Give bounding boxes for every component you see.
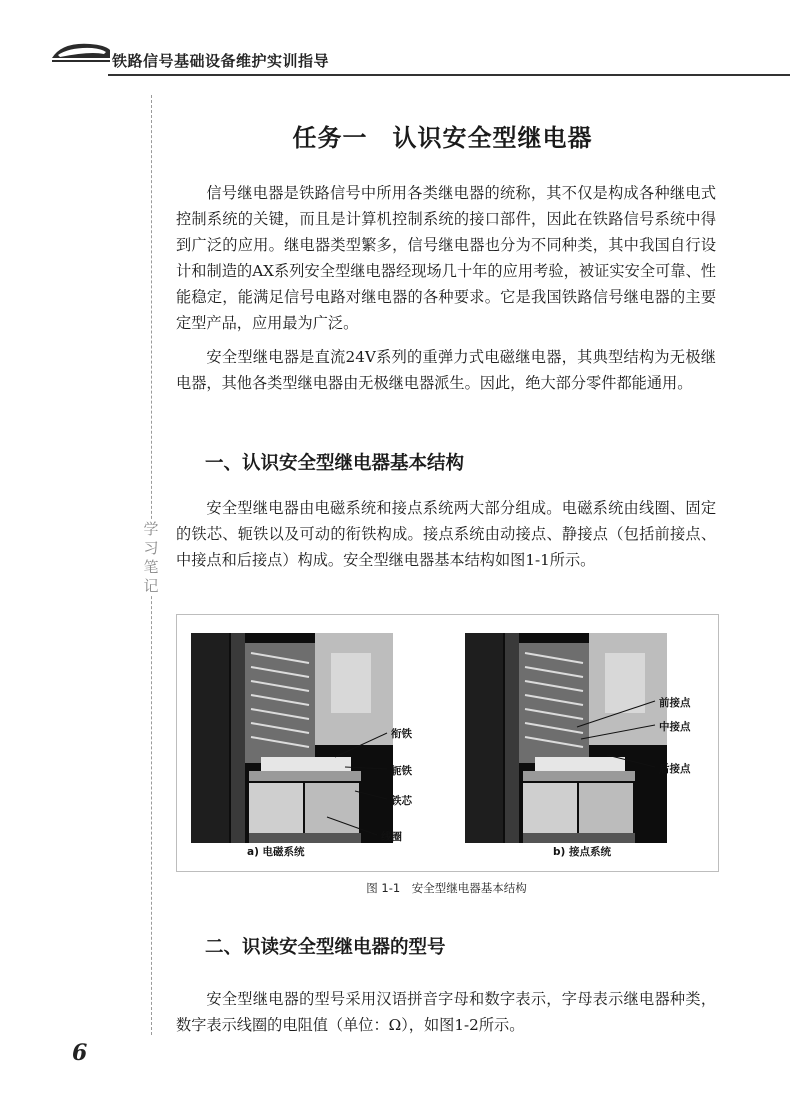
intro-paragraph-2: 安全型继电器是直流24V系列的重弹力式电磁继电器，其典型结构为无极继电器，其他各类型继电器由无极继电器派生。因此，绝大部分零件都能通用。: [176, 348, 716, 392]
label-coil: 线圈: [381, 831, 402, 843]
intro-paragraph-1: 信号继电器是铁路信号中所用各类继电器的统称，其不仅是构成各种继电式控制系统的关键，而且是计算机控制系统的接口部件，因此在铁路信号系统中得到广泛的应用。继电器类型繁多，信号继电器也分为不同种类，其中我国自行设计和制造的AX系列安全型继电器经现场几十年的应用考验，被证实安全可靠、性能稳定，能满足信号电路对继电器的各种要求。它是我国铁路信号继电器的主要定型产品，应用最为广泛。: [176, 184, 716, 332]
figure-caption: 图 1-1 安全型继电器基本结构: [366, 881, 527, 895]
section-heading-structure: 一、认识安全型继电器基本结构: [205, 453, 465, 474]
electromagnetic-system-photo: [191, 633, 393, 843]
label-yoke: 轭铁: [391, 765, 412, 777]
train-logo-icon: [50, 38, 112, 66]
model-paragraph: 安全型继电器的型号采用汉语拼音字母和数字表示，字母表示继电器种类，数字表示线圈的电阻值（单位：Ω），如图1-2所示。: [176, 990, 716, 1034]
label-core: 铁芯: [391, 795, 412, 807]
header-rule: [108, 74, 790, 76]
label-armature: 衔铁: [391, 728, 412, 740]
contact-system-photo: [465, 633, 667, 843]
structure-paragraph: 安全型继电器由电磁系统和接点系统两大部分组成。电磁系统由线圈、固定的铁芯、轭铁以及可动的衔铁构成。接点系统由动接点、静接点（包括前接点、中接点和后接点）构成。安全型继电器基本结构如图1-1所示。: [176, 499, 716, 569]
right-subcaption: b) 接点系统: [553, 846, 611, 858]
section-heading-model: 二、识读安全型继电器的型号: [205, 937, 446, 958]
label-front-contact: 前接点: [659, 697, 691, 709]
task-title: 任务一 认识安全型继电器: [292, 124, 593, 152]
label-back-contact: 后接点: [659, 763, 691, 775]
book-title: 铁路信号基础设备维护实训指导: [112, 52, 330, 70]
label-middle-contact: 中接点: [659, 721, 691, 733]
left-subcaption: a) 电磁系统: [247, 846, 305, 858]
page-number: 6: [72, 1040, 88, 1066]
figure-1-1: [176, 614, 719, 872]
margin-notes-label: 学习笔记: [143, 520, 159, 595]
